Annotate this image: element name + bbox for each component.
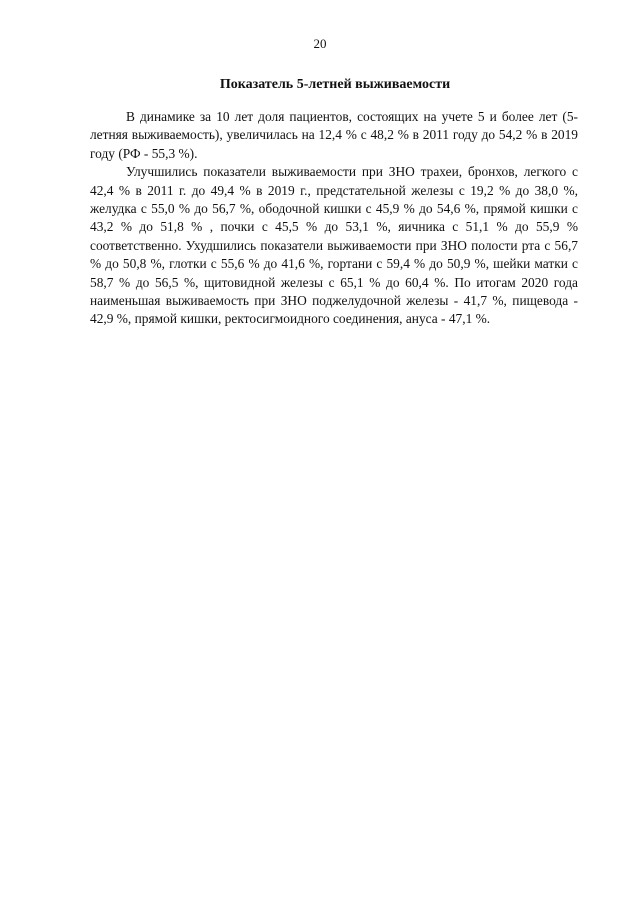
paragraph-survival-by-site: Улучшились показатели выживаемости при ЗНО трахеи, бронхов, легкого с 42,4 % в 2011 г. до 49,4 % в 2019 г., предстательной железы с 19,2 % до 38,0 %, желудка с 55,0 % до 56,7 %, ободочной кишки с 45,9 % до 54,6 %, прямой кишки с 43,2 % до 51,8 % , почки с 45,5 % до 53,1 %, яичника с 51,1 % до 55,9 % соответственно. Ухудшились показатели выживаемости при ЗНО полости рта с 56,7 % до 50,8 %, глотки с 55,6 % до 41,6 %, гортани с 59,4 % до 50,9 %, шейки матки с 58,7 % до 56,5 %, щитовидной железы с 65,1 % до 60,4 %. По итогам 2020 года наименьшая выживаемость при ЗНО поджелудочной железы - 41,7 %, пищевода - 42,9 %, прямой кишки, ректосигмоидного соединения, ануса - 47,1 %. [90, 164, 578, 327]
page-number: 20 [313, 36, 327, 51]
section-body [90, 108, 578, 329]
paragraph-survival-dynamics: В динамике за 10 лет доля пациентов, состоящих на учете 5 и более лет (5-летняя выживаемость), увеличилась на 12,4 % с 48,2 % в 2011 году до 54,2 % в 2019 году (РФ - 55,3 %). [90, 109, 578, 161]
section-heading: Показатель 5-летней выживаемости [219, 77, 451, 92]
